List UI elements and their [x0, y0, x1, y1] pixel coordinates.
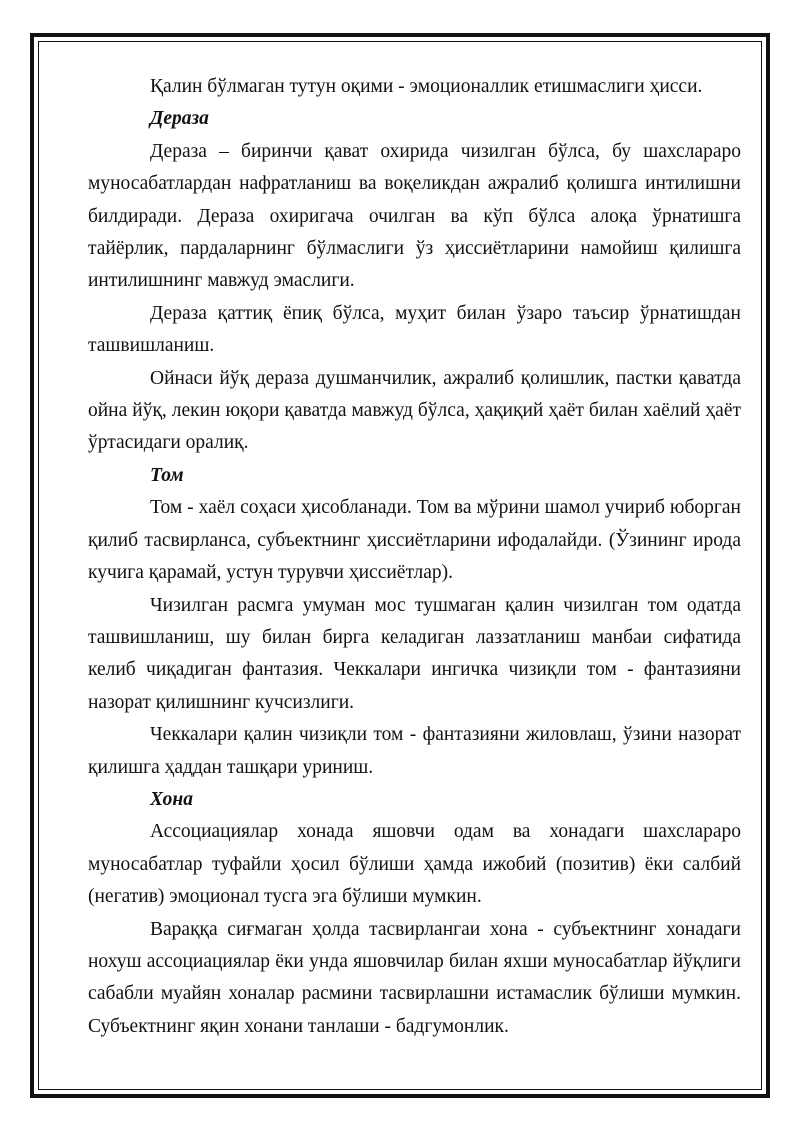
paragraph-roof-edges: Чеккалари қалин чизиқли том - фантазияни жиловлаш, ўзини назорат қилишга ҳаддан ташқари уриниш. — [88, 724, 741, 778]
paragraph-roof-fantasy: Том - хаёл соҳаси ҳисобланади. Том ва мўрини шамол учириб юборган қилиб тасвирланса, субъектнинг ҳиссиётларини ифодалайди. (Ўзининг ирода кучига қарамай, устун турувчи ҳиссиётлар). — [88, 497, 741, 584]
paragraph-window-first-floor: Дераза – биринчи қават охирида чизилган бўлса, бу шахслараро муносабатлардан нафратланиш ва воқеликдан ажралиб қолишга интилишни билдиради. Дераза охиригача очилган ва кўп бўлса алоқа ўрнатишга тайёрлик, пардаларнинг бўлмаслиги ўз ҳиссиётларини намойиш қилишга интилишнинг мавжуд эмаслиги. — [88, 140, 741, 292]
paragraph-window-no-glass: Ойнаси йўқ дераза душманчилик, ажралиб қолишлик, пастки қаватда ойна йўқ, лекин юқори қаватда мавжуд бўлса, ҳақиқий ҳаёт билан хаёлий ҳаёт ўртасидаги оралиқ. — [88, 367, 741, 454]
paragraph-room-associations: Ассоциациялар хонада яшовчи одам ва хонадаги шахслараро муносабатлар туфайли ҳосил бўлиши ҳамда ижобий (позитив) ёки салбий (негатив) эмоционал тусга эга бўлиши мумкин. — [88, 821, 741, 908]
paragraph-window-closed: Дераза қаттиқ ёпиқ бўлса, муҳит билан ўзаро таъсир ўрнатишдан ташвишланиш. — [88, 302, 741, 357]
heading-room: Хона — [150, 788, 193, 810]
heading-roof: Том — [150, 464, 184, 486]
document-body — [88, 71, 741, 1043]
paragraph-roof-thick: Чизилган расмга умуман мос тушмаган қалин чизилган том одатда ташвишланиш, шу билан бирга келадиган лаззатланиш манбаи сифатида келиб чиқадиган фантазия. Чеккалари ингичка чизиқли том - фантазияни назорат қилишнинг кучсизлиги. — [88, 594, 741, 713]
heading-window: Дераза — [150, 108, 209, 130]
paragraph-room-sheet: Вараққа сиғмаган ҳолда тасвирлангаи хона - субъектнинг хонадаги нохуш ассоциациялар ёки унда яшовчилар билан яхши муносабатлар йўқлиги сабабли муайян хоналар расмини тасвирлашни истамаслик бўлиши мумкин. Субъектнинг яқин хонани танлаши - бадгумонлик. — [88, 918, 741, 1037]
paragraph-smoke: Қалин бўлмаган тутун оқими - эмоционаллик етишмаслиги ҳисси. — [150, 76, 703, 97]
